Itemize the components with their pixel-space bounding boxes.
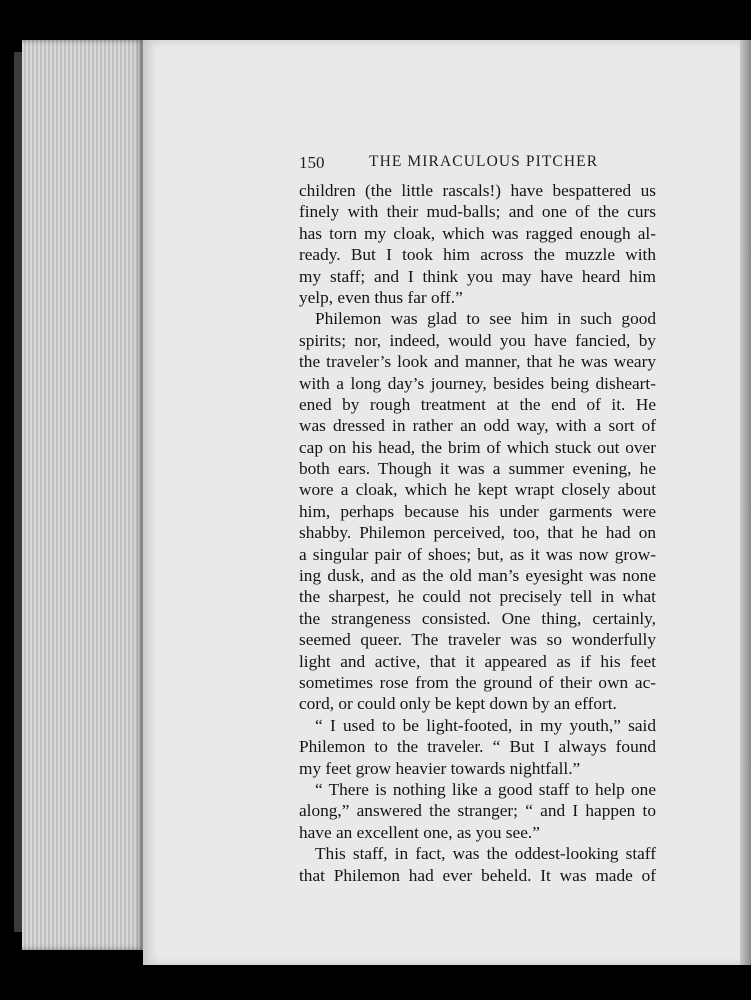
- text-line: both ears. Though it was a summer evening, he: [299, 459, 656, 479]
- page-header: [299, 151, 659, 175]
- text-line: ready. But I took him across the muzzle with: [299, 245, 656, 265]
- text-line: finely with their mud-balls; and one of the curs: [299, 202, 656, 222]
- text-line: a singular pair of shoes; but, as it was now grow-: [299, 544, 656, 564]
- text-line: my feet grow heavier towards nightfall.”: [299, 758, 581, 778]
- text-line: “ There is nothing like a good staff to help one: [315, 779, 656, 799]
- page-number: 150: [299, 153, 325, 172]
- text-line: has torn my cloak, which was ragged enough al-: [299, 223, 656, 243]
- text-line: the strangeness consisted. One thing, certainly,: [299, 608, 656, 628]
- text-line: with a long day’s journey, besides being disheart-: [299, 373, 656, 393]
- text-line: have an excellent one, as you see.”: [299, 822, 540, 842]
- text-line: yelp, even thus far off.”: [299, 287, 463, 307]
- text-line: the traveler’s look and manner, that he was weary: [299, 352, 656, 372]
- text-line: was dressed in rather an odd way, with a sort of: [299, 416, 656, 436]
- text-line: cap on his head, the brim of which stuck out over: [299, 437, 656, 457]
- text-line: along,” answered the stranger; “ and I happen to: [299, 801, 656, 821]
- text-line: light and active, that it appeared as if his feet: [299, 651, 656, 671]
- text-line: children (the little rascals!) have bespattered us: [299, 181, 656, 200]
- text-line: This staff, in fact, was the oddest-looking staff: [315, 844, 656, 864]
- text-line: wore a cloak, which he kept wrapt closely about: [299, 480, 656, 500]
- text-line: that Philemon had ever beheld. It was made of: [299, 865, 656, 885]
- text-line: “ I used to be light-footed, in my youth,” said: [315, 715, 656, 735]
- text-line: ing dusk, and as the old man’s eyesight was none: [299, 566, 656, 586]
- body-text: [299, 180, 656, 886]
- text-line: shabby. Philemon perceived, too, that he had on: [299, 523, 656, 543]
- text-line: my staff; and I think you may have heard him: [299, 266, 656, 286]
- text-line: the sharpest, he could not precisely tell in what: [299, 587, 656, 607]
- text-line: ened by rough treatment at the end of it. He: [299, 394, 656, 414]
- page-right-edge: [740, 40, 751, 965]
- text-line: seemed queer. The traveler was so wonderfully: [299, 630, 656, 650]
- text-line: Philemon was glad to see him in such good: [315, 309, 656, 329]
- text-line: spirits; nor, indeed, would you have fancied, by: [299, 330, 656, 350]
- page-stack-edges: [22, 40, 144, 950]
- text-line: cord, or could only be kept down by an effort.: [299, 694, 617, 714]
- running-title: THE MIRACULOUS PITCHER: [369, 153, 599, 170]
- text-line: Philemon to the traveler. “ But I always found: [299, 737, 656, 757]
- text-line: him, perhaps because his under garments were: [299, 501, 656, 521]
- text-line: sometimes rose from the ground of their own ac-: [299, 672, 656, 692]
